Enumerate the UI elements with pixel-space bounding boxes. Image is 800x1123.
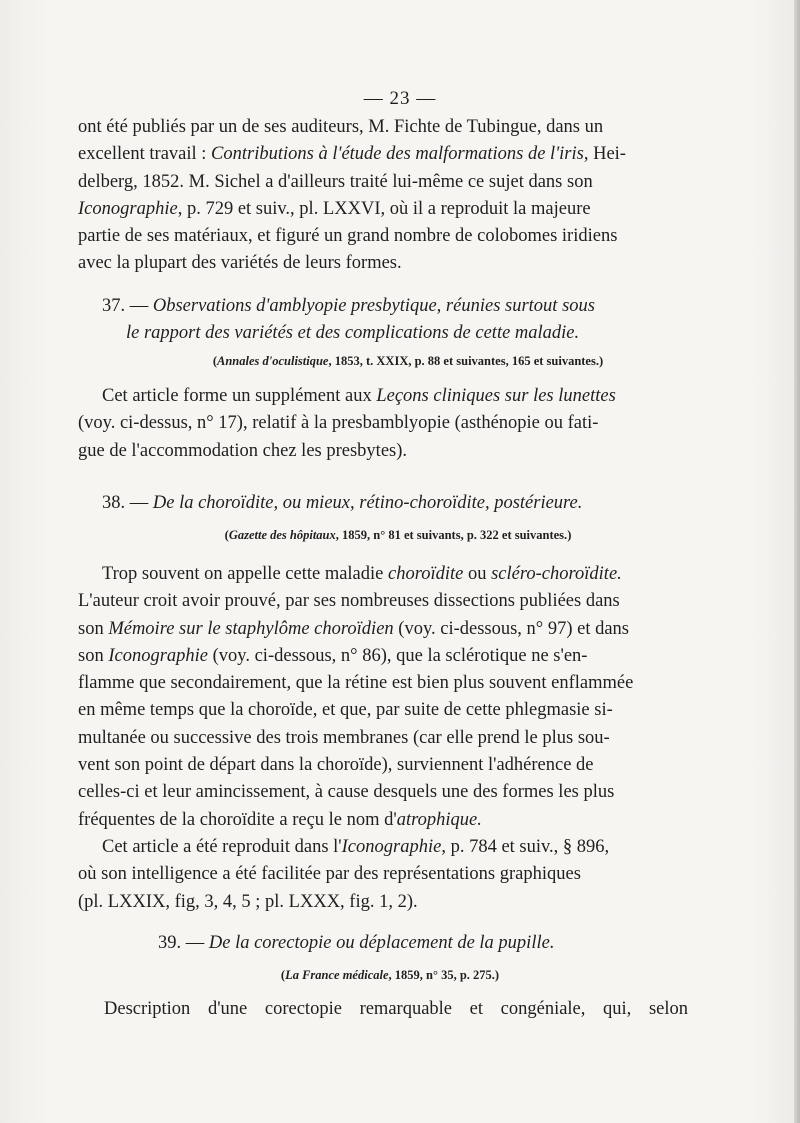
text-line: excellent travail : Contributions à l'étude des malformations de l'iris, Hei- (78, 144, 626, 165)
text-line: ont été publiés par un de ses auditeurs, M. Fichte de Tubingue, dans un (78, 117, 604, 137)
text-line: Cet article forme un supplément aux Leçons cliniques sur les lunettes (102, 386, 616, 406)
text-line: Iconographie, p. 729 et suiv., pl. LXXVI, où il a reproduit la majeure (78, 198, 591, 219)
text-line: Cet article a été reproduit dans l'Iconographie, p. 784 et suiv., § 896, (102, 836, 610, 857)
text-line: avec la plupart des variétés de leurs formes. (78, 253, 402, 274)
text-line: son Iconographie (voy. ci-dessous, n° 86), que la sclérotique ne s'en- (78, 645, 588, 666)
entry-37-title-line2: le rapport des variétés et des complications de cette maladie. (126, 323, 580, 343)
intro-paragraph (78, 114, 686, 278)
entry-39-text (104, 996, 688, 1023)
text-line: Trop souvent on appelle cette maladie choroïdite ou scléro-choroïdite. (102, 564, 622, 584)
text-line: son Mémoire sur le staphylôme choroïdien (voy. ci-dessous, n° 97) et dans (78, 618, 630, 639)
text-line: partie de ses matériaux, et figuré un grand nombre de colobomes iridiens (78, 226, 618, 247)
text-line: en même temps que la choroïde, et que, par suite de cette phlegmasie si- (78, 700, 613, 721)
entry-38-source: (Gazette des hôpitaux, 1859, n° 81 et suivants, p. 322 et suivantes.) (224, 528, 572, 542)
entry-39-title: 39. — De la corectopie ou déplacement de la pupille. (158, 933, 555, 953)
entry-37-title-line1: 37. — Observations d'amblyopie presbytique, réunies surtout sous (102, 296, 595, 316)
entry-39-source: (La France médicale, 1859, n° 35, p. 275.) (280, 968, 500, 982)
text-line: où son intelligence a été facilitée par des représentations graphiques (78, 864, 581, 885)
text-line: L'auteur croit avoir prouvé, par ses nombreuses dissections publiées dans (78, 591, 620, 612)
text-line: (pl. LXXIX, fig, 3, 4, 5 ; pl. LXXX, fig. 1, 2). (78, 891, 418, 912)
entry-38-title: 38. — De la choroïdite, ou mieux, rétino-choroïdite, postérieure. (102, 493, 583, 513)
text-line: fréquentes de la choroïdite a reçu le nom d'atrophique. (78, 809, 482, 830)
text-line: vent son point de départ dans la choroïde), surviennent l'adhérence de (78, 755, 594, 776)
text-line: (voy. ci-dessus, n° 17), relatif à la presbamblyopie (asthénopie ou fati- (78, 413, 599, 434)
text-line: multanée ou successive des trois membranes (car elle prend le plus sou- (78, 727, 610, 748)
text-line: celles-ci et leur amincissement, à cause desquels une des formes les plus (78, 782, 615, 803)
text-line: gue de l'accommodation chez les presbytes). (78, 440, 408, 461)
entry-38-text (78, 561, 686, 916)
page-edge (794, 0, 800, 1123)
page-number: — 23 — (363, 88, 437, 109)
entry-37-source: (Annales d'oculistique, 1853, t. XXIX, p. 88 et suivantes, 165 et suivantes.) (212, 354, 604, 368)
entry-37-text (78, 383, 686, 465)
entry-37-title (102, 293, 686, 347)
text-line: flamme que secondairement, que la rétine est bien plus souvent enflammée (78, 673, 634, 694)
text-line: Description d'une corectopie remarquable et congéniale, qui, selon (104, 999, 688, 1019)
text-line: delberg, 1852. M. Sichel a d'ailleurs traité lui-même ce sujet dans son (78, 171, 593, 192)
